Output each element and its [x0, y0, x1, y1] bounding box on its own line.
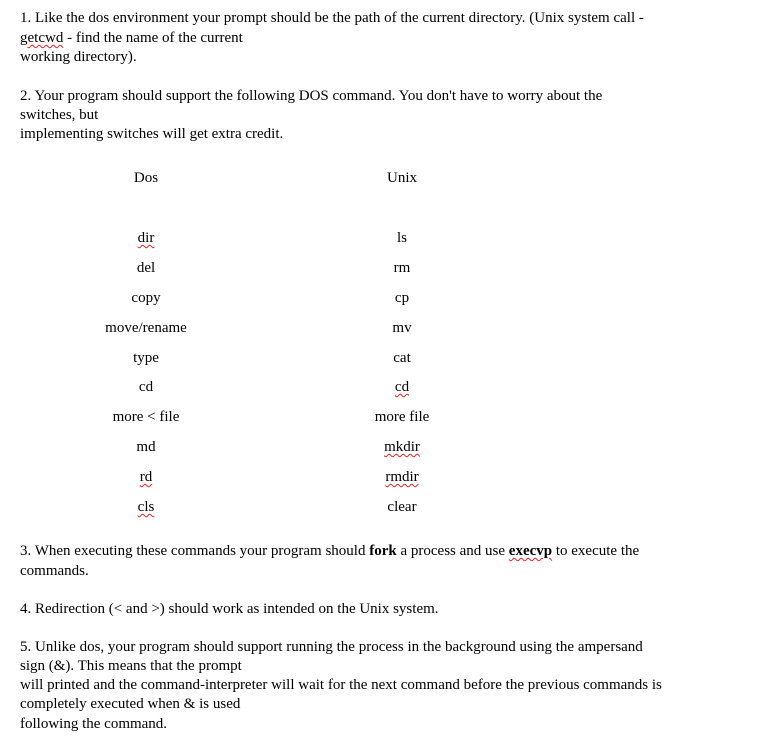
dos-cell: more < file [112, 409, 180, 425]
item2-line3: implementing switches will get extra credit. [20, 126, 284, 142]
getcwd-term: getcwd [20, 30, 64, 46]
unix-cell: cat [393, 350, 411, 366]
item5-line4: completely executed when & is used [20, 696, 241, 712]
dos-cell: cd [138, 379, 154, 395]
item5-line3: will printed and the command-interpreter will wait for the next command before the previous commands is [20, 677, 662, 693]
unix-cell: cp [394, 290, 410, 306]
unix-cell: rmdir [385, 469, 419, 485]
item1-line3: working directory). [20, 49, 137, 65]
unix-cell: ls [396, 230, 407, 246]
unix-cell: mv [392, 320, 412, 336]
item1-line2 [20, 29, 243, 47]
dos-cell: del [136, 260, 156, 276]
item3-line2: commands. [20, 563, 89, 579]
unix-header: Unix [387, 170, 417, 186]
execvp-term: execvp [508, 543, 553, 559]
unix-cell: more file [374, 409, 430, 425]
item5-line1: 5. Unlike dos, your program should support running the process in the background using the ampersand [20, 639, 643, 655]
dos-cell: type [133, 350, 159, 366]
item2-line1: 2. Your program should support the following DOS command. You don't have to worry about the [20, 88, 603, 104]
dos-cell: move/rename [105, 320, 187, 336]
fork-term: fork [369, 543, 397, 559]
item2-line2: switches, but [20, 107, 99, 123]
dos-header: Dos [133, 170, 159, 186]
dos-cell: md [136, 439, 156, 455]
item1-line2-rest: - find the name of the current [63, 30, 243, 46]
dos-cell: cls [137, 499, 155, 515]
dos-cell: copy [131, 290, 161, 306]
dos-cell: dir [137, 230, 155, 246]
unix-cell: rm [393, 260, 411, 276]
unix-cell: mkdir [384, 439, 420, 455]
item5-line2: sign (&). This means that the prompt [20, 658, 242, 674]
unix-cell: clear [387, 499, 417, 515]
item1-line1: 1. Like the dos environment your prompt should be the path of the current directory. (Unix system call - [20, 10, 644, 26]
dos-cell: rd [139, 469, 153, 485]
item5-line5: following the command. [20, 716, 168, 732]
item3-line1: 3. When executing these commands your program should fork a process and use execvp to execute the [20, 543, 640, 559]
unix-cell: cd [394, 379, 410, 395]
item4-line1: 4. Redirection (< and >) should work as intended on the Unix system. [20, 601, 439, 617]
